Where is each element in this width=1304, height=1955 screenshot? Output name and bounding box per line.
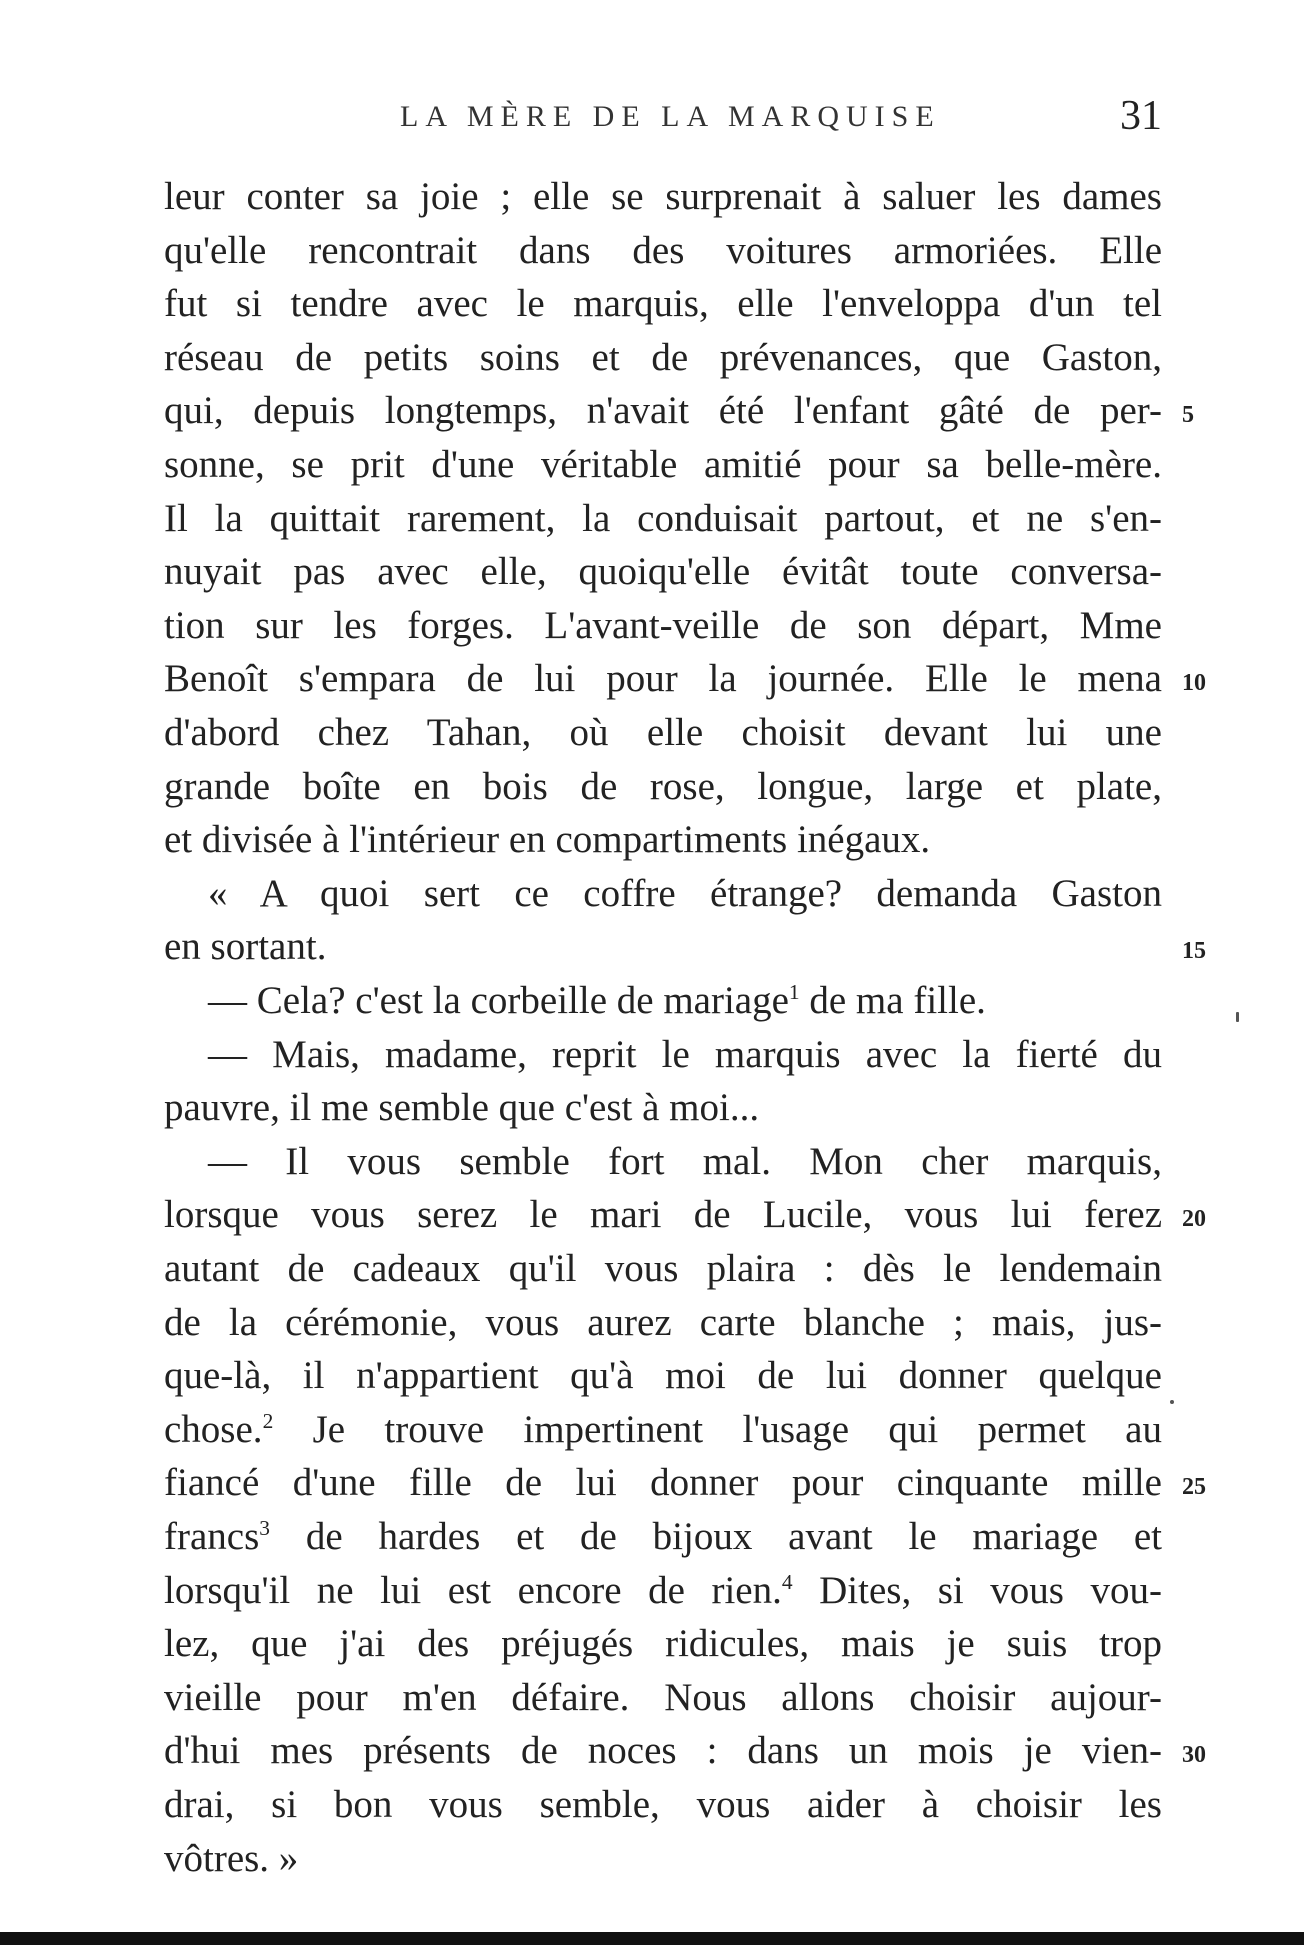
text-line (164, 974, 1162, 1028)
text-line-content: « A quoi sert ce coffre étrange? demanda Gaston (208, 871, 1162, 915)
text-line-content: d'abord chez Tahan, où elle choisit devant lui une (164, 711, 1162, 754)
text-line-content: — Cela? c'est la corbeille de mariage (208, 979, 789, 1022)
footnote-marker: 2 (262, 1408, 274, 1433)
text-line-content: pauvre, il me semble que c'est à moi... (164, 1086, 760, 1130)
text-line-content: qu'elle rencontrait dans des voitures armoriées. Elle (164, 228, 1162, 272)
footnote-marker: 4 (781, 1569, 793, 1594)
text-line (164, 1671, 1162, 1725)
text-line-content: chose. (164, 1407, 263, 1451)
margin-line-number: 15 (1182, 938, 1206, 965)
text-line (164, 1456, 1162, 1510)
margin-line-number: 20 (1182, 1206, 1206, 1233)
text-line (164, 920, 1162, 974)
text-line-content: qui, depuis longtemps, n'avait été l'enfant gâté de per- (164, 389, 1162, 433)
text-line-continuation: de hardes et de bijoux avant le mariage et (270, 1515, 1162, 1558)
margin-line-number: 5 (1182, 402, 1194, 429)
text-line-content: fut si tendre avec le marquis, elle l'enveloppa d'un tel (164, 282, 1162, 326)
running-title: LA MÈRE DE LA MARQUISE (400, 100, 941, 133)
text-line (164, 1028, 1162, 1082)
text-line-content: lez, que j'ai des préjugés ridicules, mais je suis trop (164, 1622, 1162, 1666)
text-line (164, 1403, 1162, 1457)
text-line (164, 1242, 1162, 1296)
text-line-continuation: Je trouve impertinent l'usage qui permet au (273, 1407, 1162, 1451)
text-line (164, 1510, 1162, 1564)
text-line-content: francs (164, 1515, 260, 1558)
text-line-content: fiancé d'une fille de lui donner pour cinquante mille (164, 1461, 1162, 1505)
text-line (164, 652, 1162, 706)
margin-line-number: 25 (1182, 1474, 1206, 1501)
text-line (164, 384, 1162, 438)
text-line (164, 1778, 1162, 1832)
text-line-content: d'hui mes présents de noces : dans un mois je vien- (164, 1729, 1162, 1773)
text-line (164, 813, 1162, 867)
bottom-edge-rule (0, 1932, 1304, 1945)
text-line (164, 1564, 1162, 1618)
print-speck (1236, 1012, 1239, 1022)
text-line (164, 1724, 1162, 1778)
text-line (164, 760, 1162, 814)
text-line (164, 545, 1162, 599)
text-line (164, 1135, 1162, 1189)
text-line-content: et divisée à l'intérieur en compartiments inégaux. (164, 818, 931, 862)
text-line-content: Il la quittait rarement, la conduisait partout, et ne s'en- (164, 496, 1162, 540)
text-line (164, 1296, 1162, 1350)
text-line-content: de la cérémonie, vous aurez carte blanche ; mais, jus- (164, 1300, 1162, 1344)
text-line (164, 331, 1162, 385)
text-line (164, 867, 1162, 921)
text-line-content: autant de cadeaux qu'il vous plaira : dès le lendemain (164, 1247, 1162, 1290)
text-line-content: en sortant. (164, 925, 327, 969)
text-line-content: vôtres. » (164, 1836, 299, 1880)
margin-line-number: 10 (1182, 670, 1206, 697)
text-line-content: — Mais, madame, reprit le marquis avec la fierté du (208, 1032, 1162, 1076)
text-line-content: vieille pour m'en défaire. Nous allons choisir aujour- (164, 1675, 1162, 1719)
text-line-content: drai, si bon vous semble, vous aider à choisir les (164, 1783, 1162, 1826)
text-line-content: tion sur les forges. L'avant-veille de son départ, Mme (164, 603, 1162, 647)
text-line-content: lorsque vous serez le mari de Lucile, vous lui ferez (164, 1193, 1162, 1237)
text-line-content: Benoît s'empara de lui pour la journée. Elle le mena (164, 657, 1162, 701)
margin-line-number: 30 (1182, 1742, 1206, 1769)
text-line-content: — Il vous semble fort mal. Mon cher marquis, (208, 1139, 1162, 1183)
text-line (164, 1081, 1162, 1135)
text-line (164, 492, 1162, 546)
footnote-marker: 1 (788, 980, 800, 1004)
text-line (164, 706, 1162, 760)
text-line-content: réseau de petits soins et de prévenances, que Gaston, (164, 335, 1162, 379)
text-line (164, 438, 1162, 492)
footnote-marker: 3 (259, 1516, 270, 1540)
text-line (164, 1617, 1162, 1671)
text-line (164, 599, 1162, 653)
text-line-content: sonne, se prit d'une véritable amitié pour sa belle-mère. (164, 443, 1162, 486)
text-line (164, 1188, 1162, 1242)
text-line (164, 1349, 1162, 1403)
text-line (164, 277, 1162, 331)
text-line-content: que-là, il n'appartient qu'à moi de lui donner quelque (164, 1354, 1162, 1398)
text-line (164, 170, 1162, 224)
text-line-content: leur conter sa joie ; elle se surprenait à saluer les dames (164, 175, 1162, 218)
text-line-continuation: Dites, si vous vou- (792, 1568, 1162, 1612)
text-line-continuation: de ma fille. (799, 979, 986, 1022)
text-line-content: nuyait pas avec elle, quoiqu'elle évitât toute conversa- (164, 550, 1162, 594)
text-line (164, 224, 1162, 278)
text-line-content: grande boîte en bois de rose, longue, large et plate, (164, 764, 1162, 808)
print-speck (1170, 1400, 1174, 1404)
text-line-content: lorsqu'il ne lui est encore de rien. (164, 1568, 782, 1612)
page-number: 31 (1120, 93, 1162, 139)
text-line (164, 1832, 1162, 1886)
